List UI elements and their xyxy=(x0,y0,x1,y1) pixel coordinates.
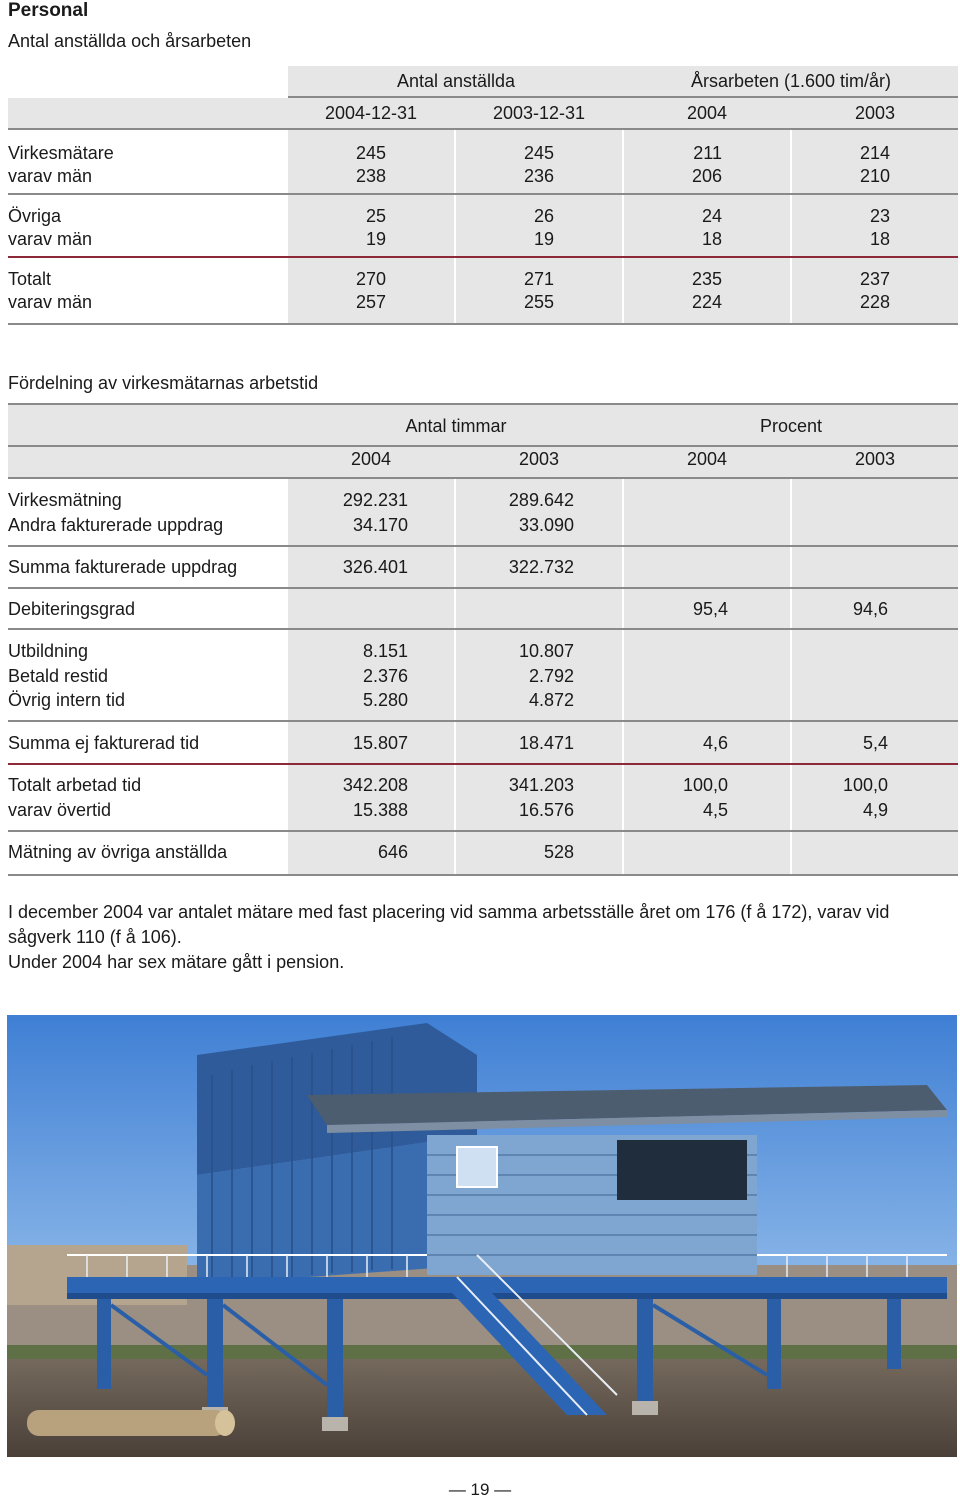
table1-row-label: Övriga xyxy=(8,206,62,226)
table2-cell: 292.231 xyxy=(342,490,408,510)
table1-cell: 224 xyxy=(691,292,722,312)
table2-rule-total xyxy=(8,763,958,765)
table1-rule-1 xyxy=(8,193,958,195)
table2-cell: 528 xyxy=(543,842,574,862)
table2-row-label: Virkesmätning xyxy=(8,490,122,510)
page-number: — 19 — xyxy=(448,1480,512,1499)
table1-col-header: 2004-12-31 xyxy=(324,103,418,123)
table2-col-header: 2003 xyxy=(518,449,560,469)
table2-cell: 34.170 xyxy=(352,515,408,535)
table1-rule-total xyxy=(8,256,958,258)
table1-group-header-work-years: Årsarbeten (1.600 tim/år) xyxy=(690,71,892,91)
table1-cell: 235 xyxy=(691,269,722,289)
table2-rule xyxy=(8,628,958,630)
paragraph: Under 2004 har sex mätare gått i pension. xyxy=(8,952,345,972)
table2-end-rule xyxy=(8,874,958,876)
table2-group-header-percent: Procent xyxy=(759,416,823,436)
table2-row-label: Övrig intern tid xyxy=(8,690,126,710)
table2-title: Fördelning av virkesmätarnas arbetstid xyxy=(8,373,319,393)
table1-group-header-employees: Antal anställda xyxy=(396,71,516,91)
table1-row-label: varav män xyxy=(8,292,93,312)
table1-header-rule xyxy=(288,96,958,98)
table2-cell: 342.208 xyxy=(342,775,408,795)
table1-col-header: 2004 xyxy=(686,103,728,123)
table2-cell: 10.807 xyxy=(518,641,574,661)
table2-row-label: Summa ej fakturerad tid xyxy=(8,733,200,753)
table1-cell: 255 xyxy=(523,292,554,312)
table2-row-label: Betald restid xyxy=(8,666,109,686)
table2-cell: 2.792 xyxy=(528,666,574,686)
table2-cell: 100,0 xyxy=(682,775,728,795)
table1-cell: 24 xyxy=(701,206,722,226)
section-title: Personal xyxy=(8,0,89,21)
table2-cell: 94,6 xyxy=(852,599,888,619)
table2-rule xyxy=(8,830,958,832)
table1-cell: 18 xyxy=(869,229,890,249)
table2-group-header-hours: Antal timmar xyxy=(405,416,507,436)
table2-cell: 646 xyxy=(377,842,408,862)
table1-col-header: 2003-12-31 xyxy=(492,103,586,123)
table2-col-header: 2003 xyxy=(854,449,896,469)
table2-cell: 100,0 xyxy=(842,775,888,795)
table2-cell: 4.872 xyxy=(528,690,574,710)
table1-cell: 19 xyxy=(533,229,554,249)
table1-col-header: 2003 xyxy=(854,103,896,123)
building-photo xyxy=(7,1015,957,1457)
table2-row-label: Utbildning xyxy=(8,641,89,661)
table1-row-label: Virkesmätare xyxy=(8,143,114,163)
table2-cell: 15.388 xyxy=(352,800,408,820)
paragraph: I december 2004 var antalet mätare med fast placering vid samma arbetsställe året om 176 (f å 172), varav vid sågverk 110 (f å 106). xyxy=(8,902,890,947)
table2-rule xyxy=(8,545,958,547)
table2-cell: 289.642 xyxy=(508,490,574,510)
table1-cell: 23 xyxy=(869,206,890,226)
table1-cell: 245 xyxy=(523,143,554,163)
table2-row-label: Debiteringsgrad xyxy=(8,599,136,619)
table1-cell: 211 xyxy=(693,143,722,163)
table2-row-label: Mätning av övriga anställda xyxy=(8,842,228,862)
table1-cell: 245 xyxy=(355,143,386,163)
table1-cell: 236 xyxy=(523,166,554,186)
table2-cell: 16.576 xyxy=(518,800,574,820)
table1-row-label: varav män xyxy=(8,166,93,186)
table1-cell: 270 xyxy=(355,269,386,289)
table2-cell: 5,4 xyxy=(862,733,888,753)
table2-cell: 5.280 xyxy=(362,690,408,710)
table1-cell: 25 xyxy=(365,206,386,226)
table1-cell: 257 xyxy=(355,292,386,312)
table2-rule xyxy=(8,587,958,589)
table1-cell: 237 xyxy=(859,269,890,289)
table2-cell: 341.203 xyxy=(508,775,574,795)
table2-cell: 15.807 xyxy=(352,733,408,753)
table2-cell: 33.090 xyxy=(518,515,574,535)
table1-cell: 238 xyxy=(355,166,386,186)
table2-row-label: Totalt arbetad tid xyxy=(8,775,142,795)
table1-cell: 228 xyxy=(859,292,890,312)
table2-row-label: Summa fakturerade uppdrag xyxy=(8,557,238,577)
table1-cell: 18 xyxy=(701,229,722,249)
table1-rule-end xyxy=(8,323,958,325)
table2-cell: 326.401 xyxy=(342,557,408,577)
table2-col-header: 2004 xyxy=(686,449,728,469)
table2-cell: 322.732 xyxy=(508,557,574,577)
table1-cell: 214 xyxy=(859,143,890,163)
table2-row-label: Andra fakturerade uppdrag xyxy=(8,515,224,535)
table2-cell: 4,6 xyxy=(702,733,728,753)
building-illustration xyxy=(7,1015,957,1457)
table2-cell: 8.151 xyxy=(362,641,408,661)
table2-cell: 2.376 xyxy=(362,666,408,686)
table2-cell: 4,5 xyxy=(702,800,728,820)
table2-cell: 95,4 xyxy=(692,599,728,619)
table2-col-header: 2004 xyxy=(350,449,392,469)
table2-cell: 4,9 xyxy=(862,800,888,820)
table1-cell: 271 xyxy=(523,269,554,289)
table1-cell: 206 xyxy=(691,166,722,186)
table1-cell: 210 xyxy=(859,166,890,186)
table1-cell: 19 xyxy=(365,229,386,249)
table1-title: Antal anställda och årsarbeten xyxy=(8,31,252,51)
table2-cell: 18.471 xyxy=(518,733,574,753)
table2-rule xyxy=(8,720,958,722)
table1-cell: 26 xyxy=(533,206,554,226)
table2-row-label: varav övertid xyxy=(8,800,112,820)
table1-row-label: varav män xyxy=(8,229,93,249)
table1-row-label: Totalt xyxy=(8,269,52,289)
